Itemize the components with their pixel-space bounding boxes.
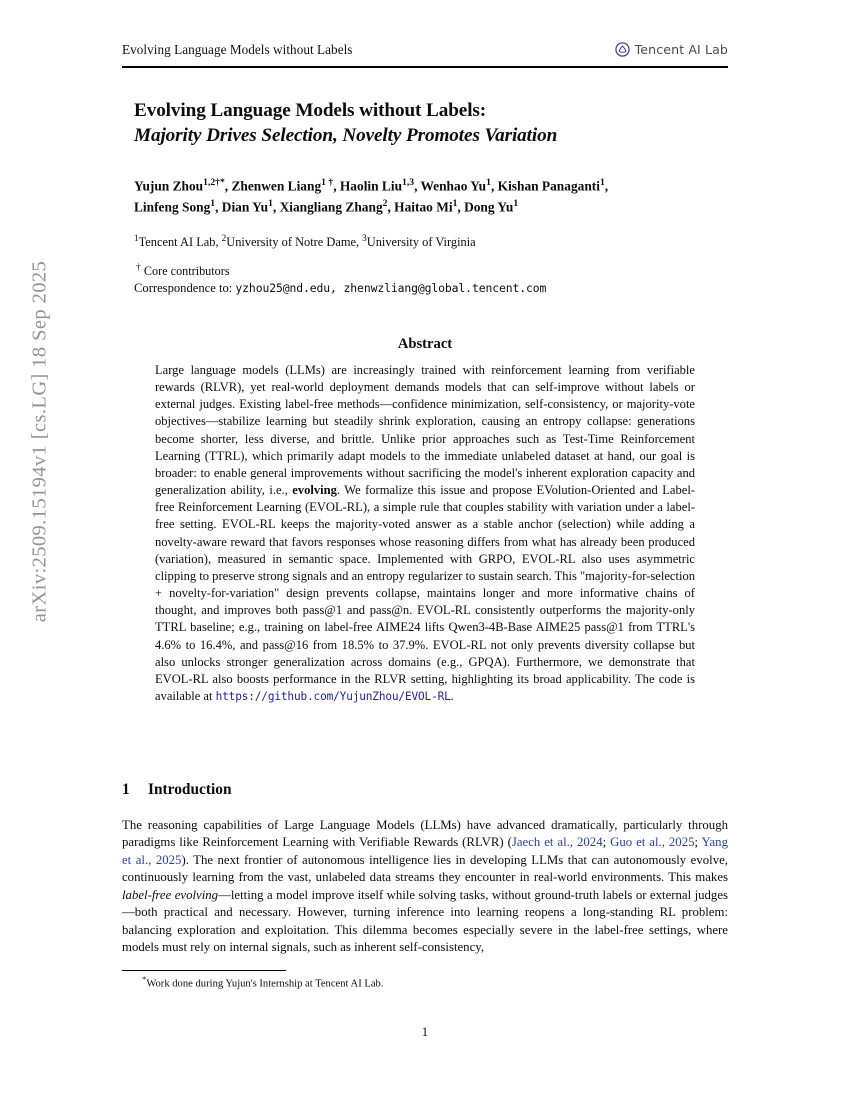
running-header bbox=[122, 42, 728, 58]
core-contributors-note: † Core contributors bbox=[136, 262, 230, 279]
intro-text-part-b: ). The next frontier of autonomous intelligence lies in developing LLMs that can autonomously evolve, continuously learning from the vast, unlabeled data streams they encounter in real-world environments. This makes bbox=[122, 852, 728, 885]
abstract-text-part-2: . We formalize this issue and propose EVolution-Oriented and Label-free Reinforcement Learning (EVOL-RL), a simple rule that couples stability with variation under a label-free setting. EVOL-RL keeps the majority-voted answer as a stable anchor (selection) while adding a novelty-aware reward that favors responses whose reasoning differs from what has already been produced (variation), measured in semantic space. Implemented with GRPO, EVOL-RL also uses asymmetric clipping to preserve strong signals and an entropy regularizer to sustain search. This "majority-for-selection + novelty-for-variation" design prevents collapse, maintains longer and more informative chains of thought, and improves both pass@1 and pass@n. EVOL-RL consistently outperforms the majority-only TTRL baseline; e.g., training on label-free AIME24 lifts Qwen3-4B-Base AIME25 pass@1 from TTRL's 4.6% to 16.4%, and pass@16 from 18.5% to 37.9%. EVOL-RL not only prevents diversity collapse but also unlocks stronger generalization across domains (e.g., GPQA). Furthermore, we demonstrate that EVOL-RL also boosts performance in the RLVR setting, highlighting its broad applicability. The code is available at bbox=[155, 483, 695, 703]
citation-link-3[interactable]: Yang et al., 2025 bbox=[122, 835, 728, 867]
arxiv-identifier-stamp: arXiv:2509.15194v1 [cs.LG] 18 Sep 2025 bbox=[28, 260, 51, 623]
author-line-2: Linfeng Song$^1$, Dian Yu$^1$, Xiangliang Zhang$^2$, Haitao Mi$^1$, Dong Yu$^1$ bbox=[134, 197, 519, 215]
citation-link-2[interactable]: Guo et al., 2025 bbox=[610, 835, 695, 850]
header-divider-rule bbox=[122, 66, 728, 68]
author-list bbox=[134, 176, 728, 218]
title-main-line: Evolving Language Models without Labels: bbox=[134, 100, 487, 121]
tencent-circle-triangle-logo-icon bbox=[615, 42, 630, 57]
tencent-ai-lab-brand bbox=[615, 42, 728, 58]
footnote-separator-rule bbox=[122, 970, 286, 971]
brand-name-label: Tencent AI Lab bbox=[634, 42, 728, 57]
correspondence-emails: yzhou25@nd.edu, zhenwzliang@global.tencent.com bbox=[235, 281, 547, 295]
correspondence-line bbox=[134, 281, 546, 296]
running-header-title: Evolving Language Models without Labels bbox=[122, 42, 353, 57]
affiliations: $^1$Tencent AI Lab, $^2$University of Notre Dame, $^3$University of Virginia bbox=[134, 233, 476, 250]
section-title: Introduction bbox=[148, 781, 232, 798]
abstract-text-part-1: Large language models (LLMs) are increasingly trained with reinforcement learning from verifiable rewards (RLVR), yet real-world deployment demands models that can self-improve without labels or external judges. Existing label-free methods—confidence minimization, self-consistency, or majority-vote objectives—stabilize learning but steadily shrink exploration, causing an entropy collapse: generations become shorter, less diverse, and brittle. Unlike prior approaches such as Test-Time Reinforcement Learning (TTRL), which primarily adapt models to the immediate unlabeled dataset at hand, our goal is broader: to enable general improvements without sacrificing the model's inherent exploration capacity and generalization ability, i.e., bbox=[155, 363, 695, 498]
abstract-body bbox=[155, 362, 695, 705]
citation-link-1[interactable]: Jaech et al., 2024 bbox=[511, 835, 603, 850]
intro-text-part-c: —letting a model improve itself while solving tasks, without ground-truth labels or external judges—both practical and necessary. However, turning inference into learning reopens a long-standing RL problem: balancing exploration and exploitation. This dilemma becomes especially severe in the label-free settings, where models must rely on internal signals, such as inherent self-consistency, bbox=[122, 887, 728, 955]
paper-page bbox=[122, 0, 728, 1100]
paper-title bbox=[134, 98, 728, 149]
section-number: 1 bbox=[122, 781, 130, 798]
intro-text-part-a: The reasoning capabilities of Large Language Models (LLMs) have advanced dramatically, particularly through paradigms like Reinforcement Learning with Verifiable Rewards (RLVR) ( bbox=[122, 818, 728, 850]
code-repository-link[interactable]: https://github.com/YujunZhou/EVOL-RL bbox=[215, 689, 451, 703]
footnote-text: *Work done during Yujun's Internship at Tencent AI Lab. bbox=[142, 974, 384, 990]
title-subtitle-line: Majority Drives Selection, Novelty Promotes Variation bbox=[134, 125, 558, 147]
abstract-text-part-3: . bbox=[450, 688, 454, 703]
author-line-1: Yujun Zhou$^{1,2\dagger*}$, Zhenwen Liang$^{1 \dagger}$, Haolin Liu$^{1,3}$, Wenhao Yu$^1$, Kishan Panaganti$^1$, bbox=[134, 177, 609, 194]
abstract-heading: Abstract bbox=[397, 336, 453, 352]
page-number: 1 bbox=[421, 1025, 429, 1039]
introduction-paragraph: The reasoning capabilities of Large Language Models (LLMs) have advanced dramatically, particularly through paradigms like Reinforcement Learning with Verifiable Rewards (RLVR) (Jaech et al., 2024; Guo et al., 2025; Yang et al., 2025). The next frontier of autonomous intelligence lies in developing LLMs that can autonomously evolve, continuously learning from the vast, unlabeled data streams they encounter in real-world environments. This makes label-free evolving—letting a model improve itself while solving tasks, without ground-truth labels or external judges—both practical and necessary. However, turning inference into learning reopens a long-standing RL problem: balancing exploration and exploitation. This dilemma becomes especially severe in the label-free settings, where models must rely on internal signals, such as inherent self-consistency, bbox=[122, 818, 728, 955]
intro-italic-phrase: label-free evolving bbox=[122, 887, 219, 902]
section-heading-introduction bbox=[122, 781, 232, 799]
abstract-bold-term: evolving bbox=[292, 483, 337, 498]
correspondence-label: Correspondence to: bbox=[134, 281, 236, 295]
